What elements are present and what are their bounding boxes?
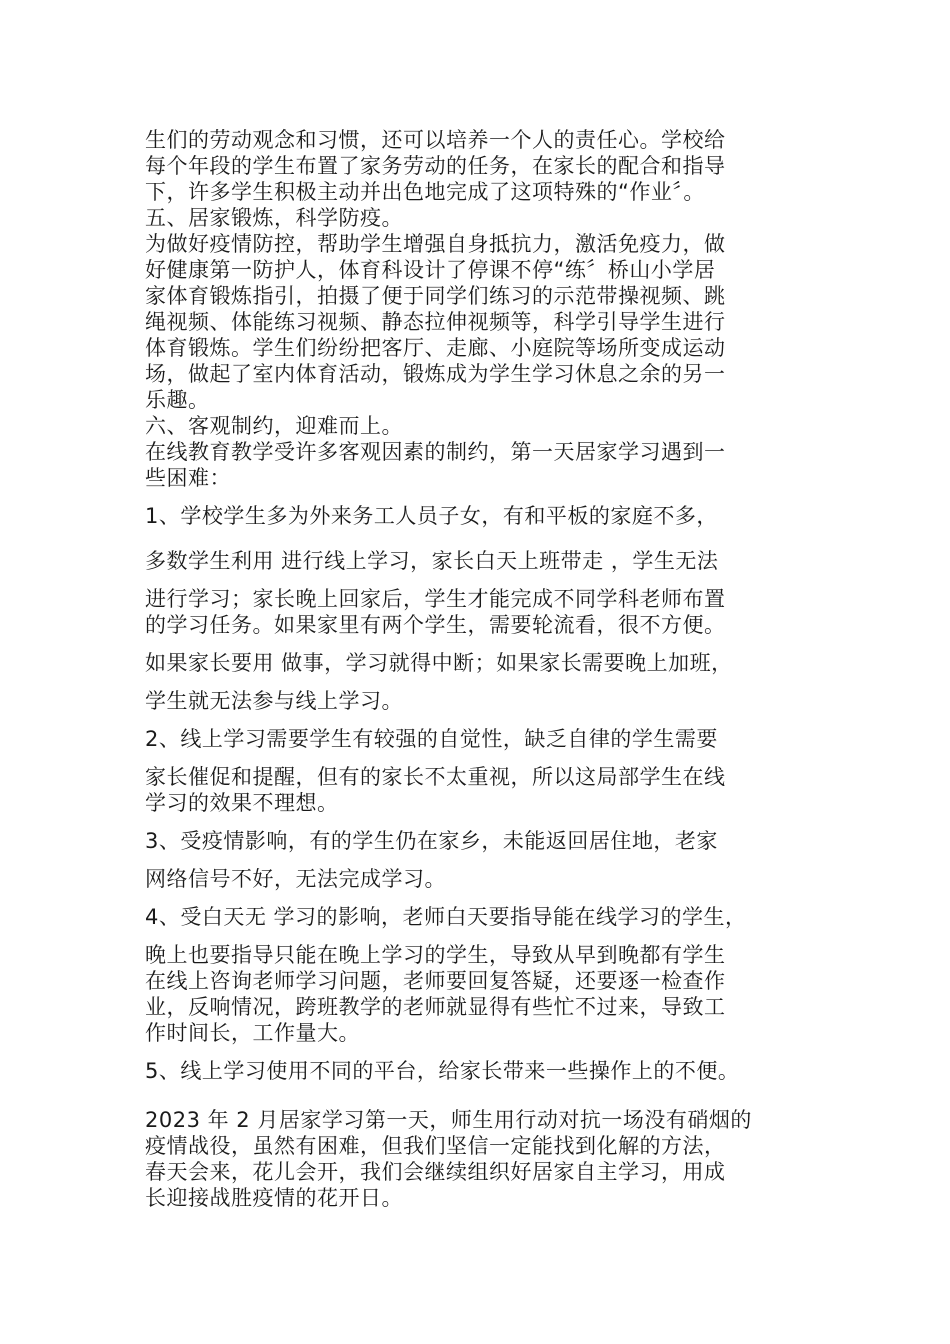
text-line: 多数学生利用 进行线上学习，家长白天上班带走 ，学生无法: [145, 549, 719, 573]
text-line: 春天会来，花儿会开，我们会继续组织好居家自主学习，用成: [145, 1160, 726, 1184]
text-line: 下，许多学生积极主动并出色地完成了这项特殊的“作业〞。: [145, 180, 705, 204]
text-line: 晚上也要指导只能在晚上学习的学生，导致从早到晚都有学生: [145, 943, 726, 967]
text-line: 5、线上学习使用不同的平台，给家长带来一些操作上的不便。: [145, 1059, 740, 1083]
text-line: 作时间长，工作量大。: [145, 1021, 360, 1045]
text-line: 乐趣。: [145, 388, 210, 412]
text-line: 2023 年 2 月居家学习第一天，师生用行动对抗一场没有硝烟的: [145, 1108, 752, 1132]
text-line: 业，反响情况，跨班教学的老师就显得有些忙不过来，导致工: [145, 995, 726, 1019]
text-line: 进行学习；家长晚上回家后，学生才能完成不同学科老师布置: [145, 587, 726, 611]
text-line: 的学习任务。如果家里有两个学生，需要轮流看，很不方便。: [145, 613, 726, 637]
text-line: 学习的效果不理想。: [145, 791, 339, 815]
text-line: 生们的劳动观念和习惯，还可以培养一个人的责任心。学校给: [145, 128, 726, 152]
text-line: 2、线上学习需要学生有较强的自觉性，缺乏自律的学生需要: [145, 727, 718, 751]
text-line: 疫情战役，虽然有困难，但我们坚信一定能找到化解的方法，: [145, 1134, 726, 1158]
section-heading: 六、客观制约，迎难而上。: [145, 414, 403, 438]
text-line: 每个年段的学生布置了家务劳动的任务，在家长的配合和指导: [145, 154, 726, 178]
text-line: 好健康第一防护人，体育科设计了停课不停“练〞桥山小学居: [145, 258, 716, 282]
text-line: 如果家长要用 做事，学习就得中断；如果家长需要晚上加班，: [145, 651, 733, 675]
section-heading: 五、居家锻炼，科学防疫。: [145, 206, 403, 230]
text-line: 体育锻炼。学生们纷纷把客厅、走廊、小庭院等场所变成运动: [145, 336, 726, 360]
text-line: 3、受疫情影响，有的学生仍在家乡，未能返回居住地，老家: [145, 829, 718, 853]
text-line: 为做好疫情防控，帮助学生增强自身抵抗力，激活免疫力，做: [145, 232, 726, 256]
text-line: 些困难：: [145, 466, 231, 490]
text-line: 学生就无法参与线上学习。: [145, 689, 403, 713]
text-line: 在线教育教学受许多客观因素的制约，第一天居家学习遇到一: [145, 440, 726, 464]
text-line: 1、学校学生多为外来务工人员子女，有和平板的家庭不多，: [145, 504, 718, 528]
text-line: 家长催促和提醒，但有的家长不太重视，所以这局部学生在线: [145, 765, 726, 789]
text-line: 家体育锻炼指引，拍摄了便于同学们练习的示范带操视频、跳: [145, 284, 726, 308]
text-line: 在线上咨询老师学习问题，老师要回复答疑，还要逐一检查作: [145, 969, 726, 993]
text-line: 网络信号不好，无法完成学习。: [145, 867, 446, 891]
text-line: 场，做起了室内体育活动，锻炼成为学生学习休息之余的另一: [145, 362, 726, 386]
text-line: 长迎接战胜疫情的花开日。: [145, 1186, 403, 1210]
text-line: 4、受白天无 学习的影响，老师白天要指导能在线学习的学生，: [145, 905, 747, 929]
text-line: 绳视频、体能练习视频、静态拉伸视频等，科学引导学生进行: [145, 310, 726, 334]
